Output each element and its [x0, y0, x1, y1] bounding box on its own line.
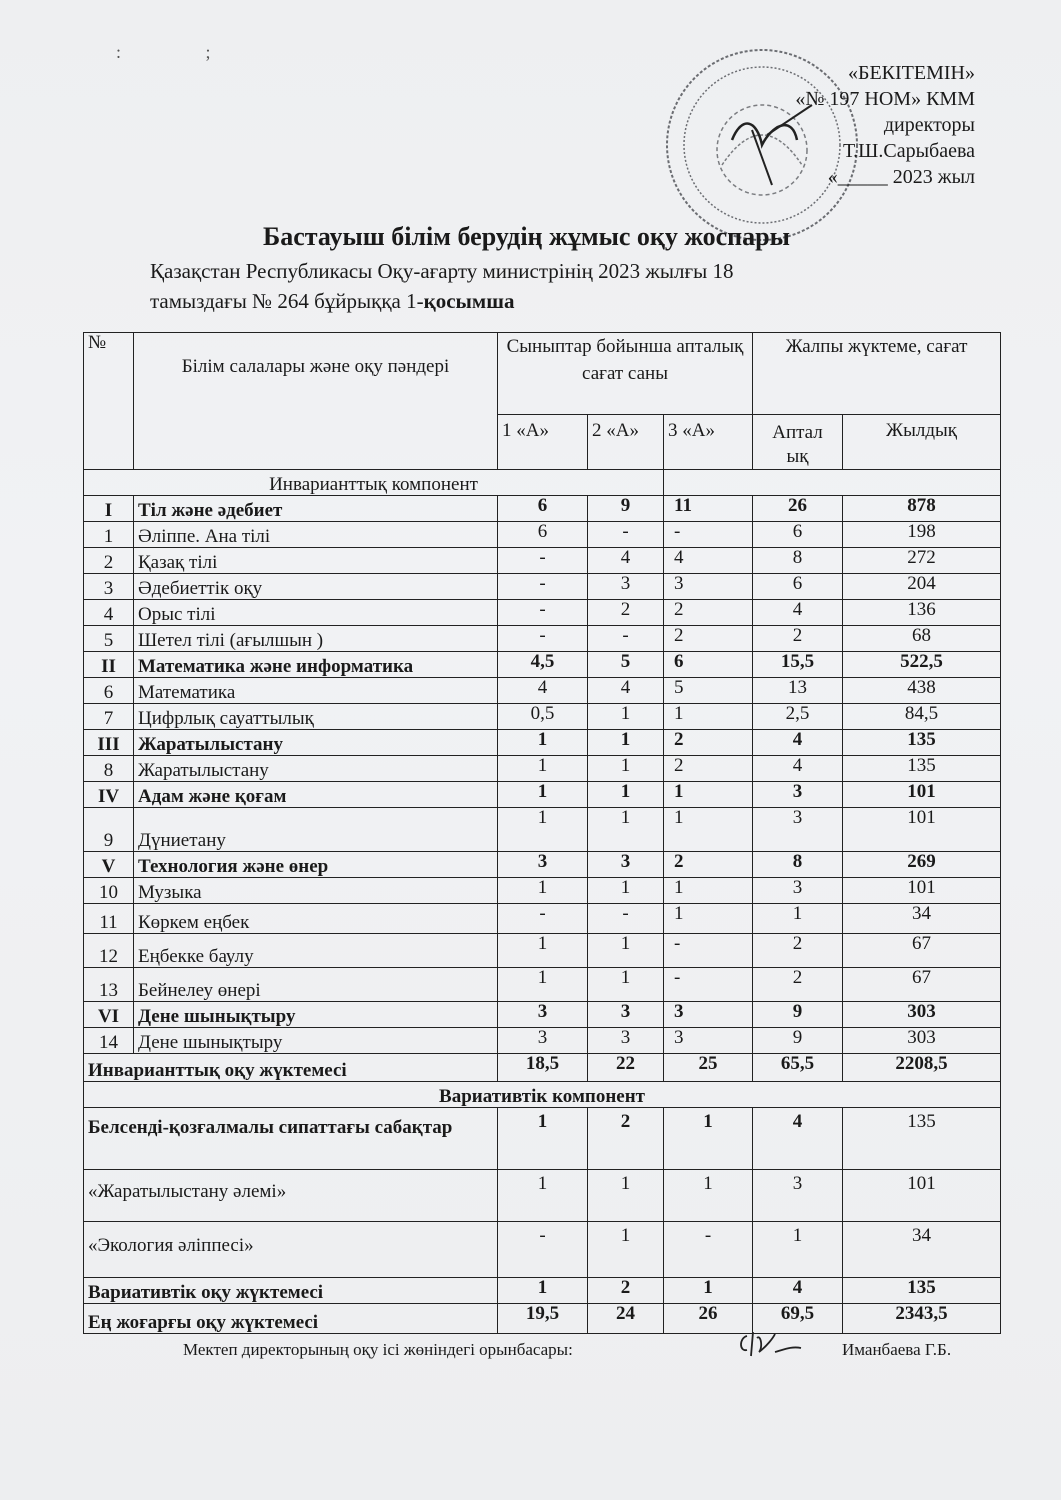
weekly-total: 4 — [753, 756, 843, 782]
yearly-total: 135 — [843, 756, 1001, 782]
table-row — [84, 574, 1001, 600]
table-row — [84, 968, 1001, 1002]
row-number: 4 — [84, 600, 134, 626]
yearly-total: 67 — [843, 934, 1001, 968]
hours-class-1a: 1 — [498, 1170, 588, 1222]
hours-class-2a: 1 — [588, 730, 664, 756]
hours-class-3a: 6 — [664, 652, 753, 678]
weekly-total: 6 — [753, 574, 843, 600]
yearly-total: 68 — [843, 626, 1001, 652]
hours-class-1a: - — [498, 548, 588, 574]
table-section-row — [84, 782, 1001, 808]
subject-name: Дене шынықтыру — [134, 1002, 498, 1028]
yearly-total: 198 — [843, 522, 1001, 548]
weekly-total: 3 — [753, 1170, 843, 1222]
hours-class-3a: - — [664, 968, 753, 1002]
weekly-total: 3 — [753, 782, 843, 808]
hours-class-3a: - — [664, 522, 753, 548]
hours-class-3a: 1 — [664, 878, 753, 904]
yearly-total: 2343,5 — [843, 1304, 1001, 1334]
hours-class-1a: - — [498, 574, 588, 600]
hours-class-2a: 4 — [588, 678, 664, 704]
weekly-total: 15,5 — [753, 652, 843, 678]
curriculum-table — [83, 332, 1001, 1334]
yearly-total: 2208,5 — [843, 1054, 1001, 1082]
hours-class-2a: 9 — [588, 496, 664, 522]
hours-class-2a: 3 — [588, 1002, 664, 1028]
yearly-total: 34 — [843, 904, 1001, 934]
subtitle-line-2-text: тамыздағы № 264 бұйрыққа 1- — [150, 289, 424, 313]
hours-class-3a: 1 — [664, 704, 753, 730]
yearly-total: 135 — [843, 1108, 1001, 1170]
subtitle-line-2 — [150, 286, 733, 316]
row-number: IV — [84, 782, 134, 808]
header-class-2a: 2 «А» — [588, 415, 664, 470]
header-weekly-hours-group: Сыныптар бойынша апталық сағат саны — [498, 333, 753, 415]
hours-class-2a: 1 — [588, 934, 664, 968]
hours-class-2a: 1 — [588, 756, 664, 782]
table-row — [84, 678, 1001, 704]
yearly-total: 34 — [843, 1222, 1001, 1278]
yearly-total: 101 — [843, 808, 1001, 852]
subject-name: Цифрлық сауаттылық — [134, 704, 498, 730]
subject-name: Тіл және әдебиет — [134, 496, 498, 522]
hours-class-3a: 3 — [664, 1002, 753, 1028]
total-label: Инварианттық оқу жүктемесі — [84, 1054, 498, 1082]
subtitle-line-2-bold: қосымша — [423, 289, 515, 313]
weekly-total: 3 — [753, 878, 843, 904]
yearly-total: 204 — [843, 574, 1001, 600]
variative-component-row — [84, 1082, 1001, 1108]
hours-class-3a: 5 — [664, 678, 753, 704]
table-section-row — [84, 496, 1001, 522]
deputy-signature — [735, 1328, 805, 1358]
row-number: 6 — [84, 678, 134, 704]
footer-deputy-name: Иманбаева Г.Б. — [842, 1340, 952, 1359]
hours-class-2a: 3 — [588, 852, 664, 878]
subject-name: Шетел тілі (ағылшын ) — [134, 626, 498, 652]
row-number: I — [84, 496, 134, 522]
subject-name: Технология және өнер — [134, 852, 498, 878]
row-number: 14 — [84, 1028, 134, 1054]
weekly-total: 2 — [753, 934, 843, 968]
weekly-total: 1 — [753, 1222, 843, 1278]
yearly-total: 67 — [843, 968, 1001, 1002]
subject-name: Математика және информатика — [134, 652, 498, 678]
subject-name: Адам және қоғам — [134, 782, 498, 808]
hours-class-3a: 1 — [664, 1108, 753, 1170]
variative-total-row — [84, 1278, 1001, 1304]
table-row — [84, 704, 1001, 730]
invariant-component-label: Инварианттық компонент — [84, 470, 664, 496]
hours-class-1a: 1 — [498, 730, 588, 756]
yearly-total: 135 — [843, 730, 1001, 756]
hours-class-1a: 6 — [498, 522, 588, 548]
weekly-total: 69,5 — [753, 1304, 843, 1334]
table-row — [84, 878, 1001, 904]
hours-class-3a: 3 — [664, 1028, 753, 1054]
hours-class-2a: - — [588, 522, 664, 548]
hours-class-3a: 4 — [664, 548, 753, 574]
hours-class-3a: 1 — [664, 1170, 753, 1222]
table-row — [84, 904, 1001, 934]
weekly-total: 4 — [753, 730, 843, 756]
subject-name: Еңбекке баулу — [134, 934, 498, 968]
subject-name: Көркем еңбек — [134, 904, 498, 934]
weekly-total: 9 — [753, 1028, 843, 1054]
hours-class-3a: - — [664, 934, 753, 968]
weekly-total: 2 — [753, 968, 843, 1002]
yearly-total: 135 — [843, 1278, 1001, 1304]
weekly-total: 2 — [753, 626, 843, 652]
subject-name: Дене шынықтыру — [134, 1028, 498, 1054]
weekly-total: 65,5 — [753, 1054, 843, 1082]
row-number: 5 — [84, 626, 134, 652]
hours-class-3a: 2 — [664, 626, 753, 652]
hours-class-3a: 11 — [664, 496, 753, 522]
weekly-total: 13 — [753, 678, 843, 704]
subject-name: Әліппе. Ана тілі — [134, 522, 498, 548]
hours-class-1a: 3 — [498, 1028, 588, 1054]
weekly-total: 1 — [753, 904, 843, 934]
yearly-total: 522,5 — [843, 652, 1001, 678]
hours-class-1a: 1 — [498, 878, 588, 904]
subject-name: Бейнелеу өнері — [134, 968, 498, 1002]
table-row — [84, 548, 1001, 574]
subject-name: Жаратылыстану — [134, 730, 498, 756]
approval-date: «_____ 2023 жыл — [827, 166, 975, 188]
row-number: 3 — [84, 574, 134, 600]
hours-class-1a: 4,5 — [498, 652, 588, 678]
weekly-total: 3 — [753, 808, 843, 852]
hours-class-1a: 1 — [498, 1278, 588, 1304]
hours-class-2a: 2 — [588, 1108, 664, 1170]
row-number: III — [84, 730, 134, 756]
row-number: 11 — [84, 904, 134, 934]
table-section-row — [84, 730, 1001, 756]
yearly-total: 272 — [843, 548, 1001, 574]
yearly-total: 84,5 — [843, 704, 1001, 730]
hours-class-3a: 26 — [664, 1304, 753, 1334]
hours-class-3a: 1 — [664, 782, 753, 808]
hours-class-3a: 2 — [664, 600, 753, 626]
table-row — [84, 808, 1001, 852]
hours-class-2a: 2 — [588, 1278, 664, 1304]
hours-class-3a: 3 — [664, 574, 753, 600]
variative-row — [84, 1222, 1001, 1278]
table-row — [84, 600, 1001, 626]
hours-class-1a: 4 — [498, 678, 588, 704]
row-number: 7 — [84, 704, 134, 730]
yearly-total: 438 — [843, 678, 1001, 704]
hours-class-1a: 19,5 — [498, 1304, 588, 1334]
approval-block — [795, 60, 975, 190]
hours-class-2a: - — [588, 626, 664, 652]
hours-class-2a: 4 — [588, 548, 664, 574]
subject-name: «Жаратылыстану әлемі» — [84, 1170, 498, 1222]
max-total-row — [84, 1304, 1001, 1334]
subject-name: Белсенді-қозғалмалы сипаттағы сабақтар — [84, 1108, 498, 1170]
hours-class-2a: 24 — [588, 1304, 664, 1334]
subject-name: Жаратылыстану — [134, 756, 498, 782]
header-total-load-group: Жалпы жүктеме, сағат — [753, 333, 1001, 415]
subject-name: Математика — [134, 678, 498, 704]
hours-class-2a: - — [588, 904, 664, 934]
header-num: № — [84, 333, 134, 470]
header-subject: Білім салалары және оқу пәндері — [134, 333, 498, 470]
header-weekly: Аптал ық — [753, 415, 843, 470]
hours-class-3a: 2 — [664, 756, 753, 782]
hours-class-2a: 2 — [588, 600, 664, 626]
table-row — [84, 626, 1001, 652]
approval-organization: «№ 197 НОМ» КММ — [795, 88, 975, 110]
variative-row — [84, 1170, 1001, 1222]
hours-class-1a: 0,5 — [498, 704, 588, 730]
variative-row — [84, 1108, 1001, 1170]
weekly-total: 2,5 — [753, 704, 843, 730]
hours-class-3a: 1 — [664, 1278, 753, 1304]
invariant-total-row — [84, 1054, 1001, 1082]
hours-class-2a: 1 — [588, 1222, 664, 1278]
approval-director-name: Т.Ш.Сарыбаева — [842, 140, 975, 162]
row-number: 13 — [84, 968, 134, 1002]
weekly-total: 4 — [753, 1278, 843, 1304]
subject-name: «Экология әліппесі» — [84, 1222, 498, 1278]
hours-class-3a: - — [664, 1222, 753, 1278]
subject-name: Әдебиеттік оқу — [134, 574, 498, 600]
weekly-total: 9 — [753, 1002, 843, 1028]
yearly-total: 136 — [843, 600, 1001, 626]
yearly-total: 101 — [843, 782, 1001, 808]
hours-class-2a: 1 — [588, 782, 664, 808]
weekly-total: 6 — [753, 522, 843, 548]
header-class-1a: 1 «А» — [498, 415, 588, 470]
hours-class-2a: 3 — [588, 574, 664, 600]
table-row — [84, 1028, 1001, 1054]
yearly-total: 101 — [843, 878, 1001, 904]
document-subtitle — [150, 256, 733, 316]
row-number: 10 — [84, 878, 134, 904]
subject-name: Дүниетану — [134, 808, 498, 852]
hours-class-2a: 1 — [588, 704, 664, 730]
hours-class-1a: 1 — [498, 782, 588, 808]
hours-class-1a: 3 — [498, 852, 588, 878]
table-section-row — [84, 652, 1001, 678]
invariant-component-blank — [664, 470, 1001, 496]
approval-role: директоры — [883, 114, 975, 136]
total-label: Ең жоғарғы оқу жүктемесі — [84, 1304, 498, 1334]
row-number: VI — [84, 1002, 134, 1028]
yearly-total: 303 — [843, 1028, 1001, 1054]
row-number: 1 — [84, 522, 134, 548]
yearly-total: 878 — [843, 496, 1001, 522]
header-yearly: Жылдық — [843, 415, 1001, 470]
hours-class-1a: 1 — [498, 968, 588, 1002]
hours-class-2a: 3 — [588, 1028, 664, 1054]
row-number: 2 — [84, 548, 134, 574]
weekly-total: 8 — [753, 852, 843, 878]
row-number: V — [84, 852, 134, 878]
subtitle-line-1: Қазақстан Республикасы Оқу-ағарту министрінің 2023 жылғы 18 — [150, 259, 734, 283]
hours-class-1a: - — [498, 600, 588, 626]
table-section-row — [84, 852, 1001, 878]
weekly-total: 8 — [753, 548, 843, 574]
yearly-total: 101 — [843, 1170, 1001, 1222]
yearly-total: 303 — [843, 1002, 1001, 1028]
subject-name: Музыка — [134, 878, 498, 904]
weekly-total: 4 — [753, 600, 843, 626]
row-number: 9 — [84, 808, 134, 852]
total-label: Вариативтік оқу жүктемесі — [84, 1278, 498, 1304]
hours-class-1a: 1 — [498, 756, 588, 782]
weekly-total: 4 — [753, 1108, 843, 1170]
hours-class-1a: 3 — [498, 1002, 588, 1028]
hours-class-1a: - — [498, 626, 588, 652]
hours-class-1a: - — [498, 1222, 588, 1278]
hours-class-1a: 1 — [498, 1108, 588, 1170]
hours-class-3a: 1 — [664, 808, 753, 852]
hours-class-3a: 2 — [664, 730, 753, 756]
footer-position: Мектеп директорының оқу ісі жөніндегі орынбасары: — [183, 1340, 573, 1359]
row-number: 12 — [84, 934, 134, 968]
approval-heading: «БЕКІТЕМІН» — [847, 62, 975, 84]
table-section-row — [84, 1002, 1001, 1028]
table-row — [84, 934, 1001, 968]
subject-name: Орыс тілі — [134, 600, 498, 626]
table-row — [84, 756, 1001, 782]
hours-class-2a: 5 — [588, 652, 664, 678]
yearly-total: 269 — [843, 852, 1001, 878]
weekly-total: 26 — [753, 496, 843, 522]
row-number: 8 — [84, 756, 134, 782]
hours-class-3a: 25 — [664, 1054, 753, 1082]
hours-class-2a: 22 — [588, 1054, 664, 1082]
row-number: II — [84, 652, 134, 678]
header-class-3a: 3 «А» — [664, 415, 753, 470]
variative-component-label: Вариативтік компонент — [84, 1082, 1001, 1108]
hours-class-2a: 1 — [588, 878, 664, 904]
subject-name: Қазақ тілі — [134, 548, 498, 574]
hours-class-1a: 1 — [498, 934, 588, 968]
hours-class-1a: - — [498, 904, 588, 934]
hours-class-1a: 1 — [498, 808, 588, 852]
hours-class-1a: 18,5 — [498, 1054, 588, 1082]
hours-class-3a: 1 — [664, 904, 753, 934]
hours-class-2a: 1 — [588, 808, 664, 852]
scan-marks: : ; — [116, 42, 251, 62]
hours-class-2a: 1 — [588, 968, 664, 1002]
hours-class-3a: 2 — [664, 852, 753, 878]
document-title: Бастауыш білім берудің жұмыс оқу жоспары — [263, 222, 790, 251]
hours-class-1a: 6 — [498, 496, 588, 522]
hours-class-2a: 1 — [588, 1170, 664, 1222]
table-row — [84, 522, 1001, 548]
